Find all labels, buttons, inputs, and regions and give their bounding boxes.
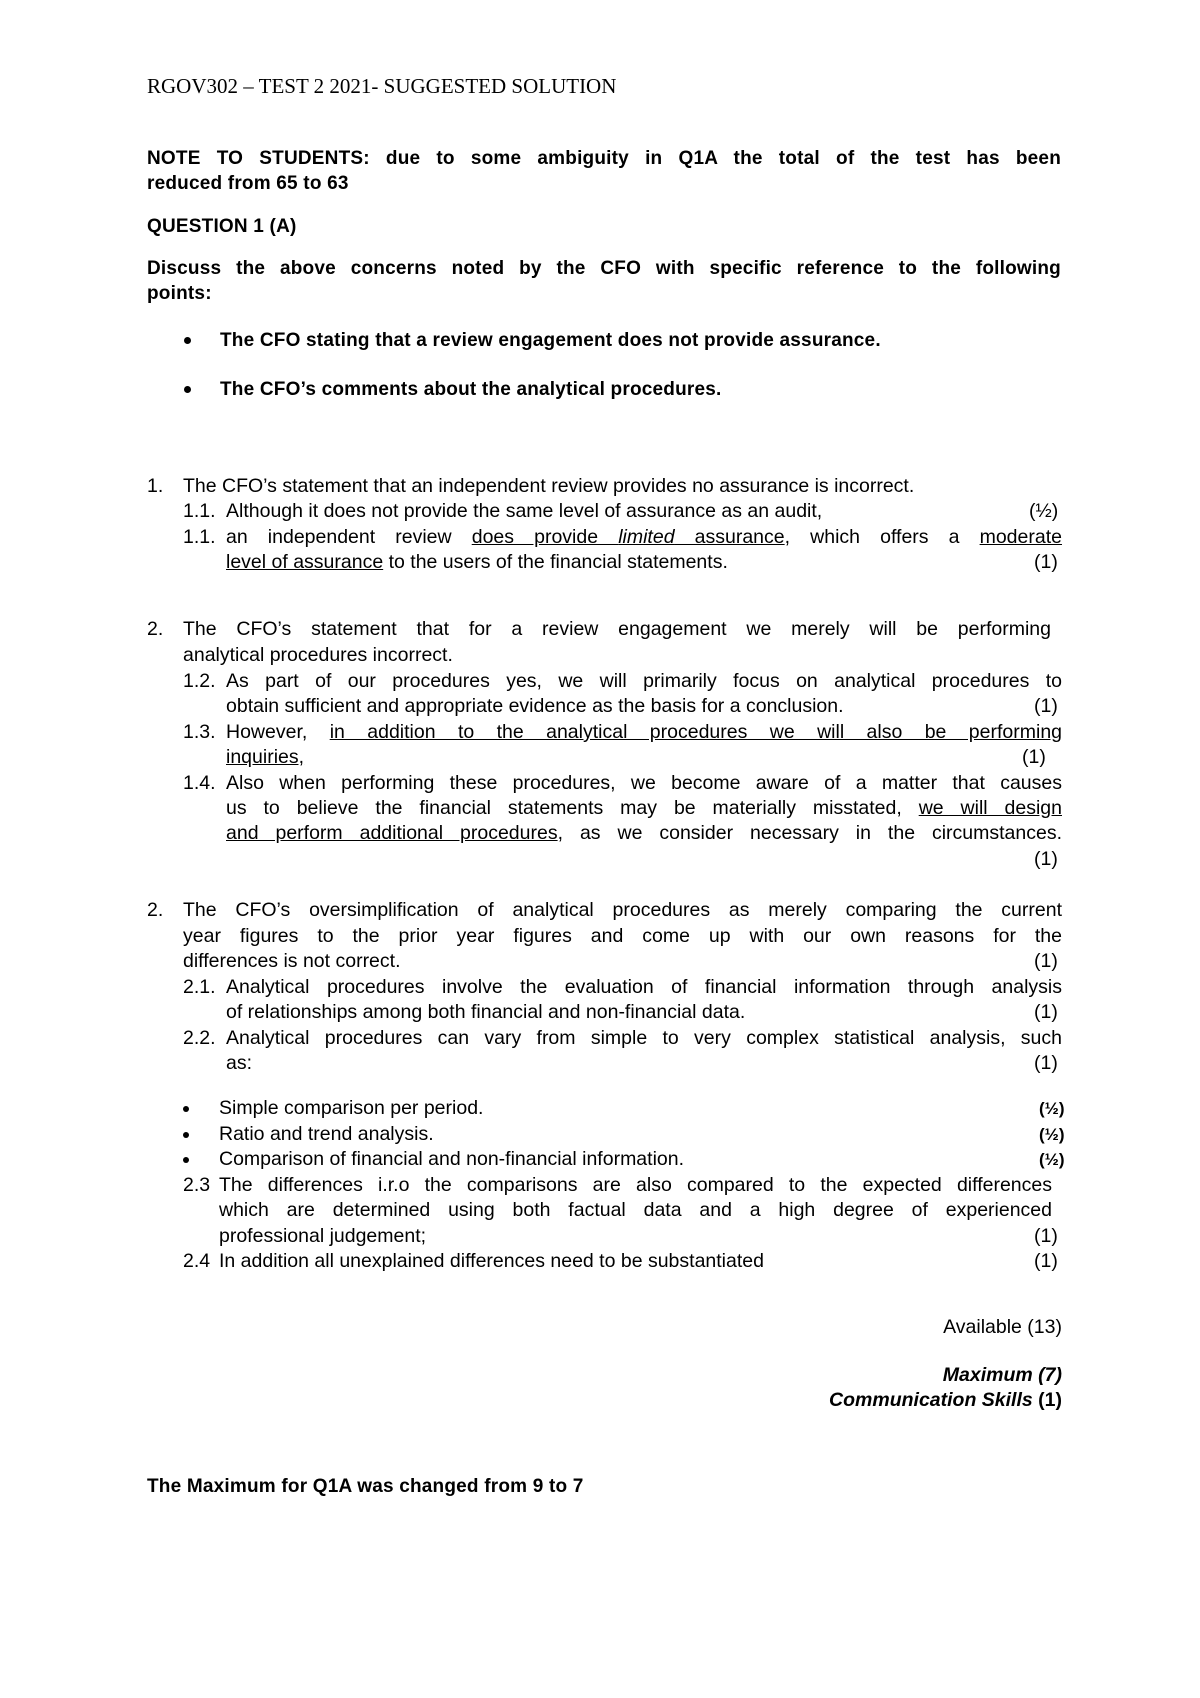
section-2-heading xyxy=(183,618,1051,642)
item-text-line xyxy=(226,797,1062,821)
bullet-text: Ratio and trend analysis. xyxy=(219,1123,434,1145)
heading-text: year figures to the prior year figures and come up with our own reasons for the xyxy=(183,925,1062,947)
note-to-students xyxy=(147,148,1061,198)
point-1: The CFO stating that a review engagement does not provide assurance. xyxy=(220,330,881,351)
item-mark: (1) xyxy=(1034,848,1058,870)
heading-line: The CFO’s statement that for a review engagement we merely will be performing xyxy=(183,618,1051,640)
heading-line xyxy=(183,899,1062,923)
note-line-1: NOTE TO STUDENTS: due to some ambiguity in Q1A the total of the test has been xyxy=(147,148,1061,169)
item-text-line xyxy=(219,1199,1052,1223)
item-text-segment: to the users of the financial statements. xyxy=(383,551,728,573)
item-number: 2.1. xyxy=(183,976,216,998)
italic-segment: limited xyxy=(618,526,675,548)
underlined-segment: does provide xyxy=(471,526,619,548)
item-text-line xyxy=(226,1027,1062,1051)
item-text-line: In addition all unexplained differences need to be substantiated xyxy=(219,1250,764,1272)
section-2-number: 2. xyxy=(147,618,164,640)
item-number: 1.2. xyxy=(183,670,216,692)
communication-mark: (1) xyxy=(1038,1389,1062,1411)
available-total: Available (13) xyxy=(943,1316,1062,1338)
item-text: Although it does not provide the same level of assurance as an audit, xyxy=(226,500,823,522)
bullet-text: Comparison of financial and non-financial information. xyxy=(219,1148,685,1170)
communication-label: Communication Skills xyxy=(829,1389,1033,1411)
item-mark: (1) xyxy=(1034,1250,1058,1272)
bullet-mark: (½) xyxy=(1039,1125,1065,1144)
item-text-segment: Analytical procedures can vary from simple to very complex statistical analysis, such xyxy=(226,1027,1062,1049)
bullet-icon xyxy=(183,1132,189,1138)
instruction-line-2: points: xyxy=(147,283,212,304)
item-number: 2.3 xyxy=(183,1174,211,1196)
item-text-line xyxy=(226,551,728,574)
item-text-segment: Also when performing these procedures, we become aware of a matter that causes xyxy=(226,772,1062,794)
item-text-line: professional judgement; xyxy=(219,1225,427,1247)
item-number: 2.4 xyxy=(183,1250,211,1272)
instruction xyxy=(147,258,1061,308)
bullet-mark: (½) xyxy=(1039,1099,1065,1118)
item-text-line xyxy=(219,1174,1052,1198)
item-text-line xyxy=(226,976,1062,1000)
item-number: 1.4. xyxy=(183,772,216,794)
bullet-icon xyxy=(183,1157,189,1163)
item-number: 1.3. xyxy=(183,721,216,743)
item-text-segment: However, xyxy=(226,721,330,743)
bullet-icon xyxy=(183,1106,189,1112)
underlined-segment: level of assurance xyxy=(226,551,384,573)
item-text-line xyxy=(226,721,1062,745)
item-text-line xyxy=(226,670,1062,694)
item-text-segment: Analytical procedures involve the evaluation of financial information through analysis xyxy=(226,976,1062,998)
item-text-segment: The differences i.r.o the comparisons are also compared to the expected differences xyxy=(219,1174,1052,1196)
item-text-segment: an independent review xyxy=(226,526,472,548)
footer-note: The Maximum for Q1A was changed from 9 to 7 xyxy=(147,1476,584,1497)
bullet-icon xyxy=(184,337,191,344)
item-mark: (1) xyxy=(1034,950,1058,972)
item-text-line: obtain sufficient and appropriate evidence as the basis for a conclusion. xyxy=(226,695,844,717)
underlined-segment: assurance xyxy=(674,526,785,548)
section-1-heading: The CFO’s statement that an independent review provides no assurance is incorrect. xyxy=(183,475,915,497)
bullet-text: Simple comparison per period. xyxy=(219,1097,484,1119)
item-text-segment: , which offers a xyxy=(784,526,980,548)
document-header: RGOV302 – TEST 2 2021- SUGGESTED SOLUTION xyxy=(147,74,617,98)
underlined-segment: we will design xyxy=(918,797,1062,819)
item-mark: (1) xyxy=(1034,1225,1058,1247)
heading-line: analytical procedures incorrect. xyxy=(183,644,453,666)
underlined-segment: in addition to the analytical procedures we will also be performing xyxy=(329,721,1063,743)
communication-skills xyxy=(829,1389,1062,1412)
item-number: 2.2. xyxy=(183,1027,216,1049)
item-number: 1.1. xyxy=(183,526,216,548)
item-text-line xyxy=(226,772,1062,796)
item-mark: (½) xyxy=(1029,500,1059,522)
item-mark: (1) xyxy=(1034,1001,1058,1023)
bullet-icon xyxy=(184,386,191,393)
item-text-line: as: xyxy=(226,1052,253,1074)
section-3-number: 2. xyxy=(147,899,164,921)
note-line-2: reduced from 65 to 63 xyxy=(147,173,349,194)
heading-text: The CFO’s oversimplification of analytical procedures as merely comparing the current xyxy=(183,899,1062,921)
point-2: The CFO’s comments about the analytical procedures. xyxy=(220,379,722,400)
underlined-text xyxy=(472,526,785,548)
heading-line: differences is not correct. xyxy=(183,950,401,972)
maximum-total: Maximum (7) xyxy=(942,1364,1062,1386)
item-text-line xyxy=(226,822,1062,846)
bullet-mark: (½) xyxy=(1039,1150,1065,1169)
item-text-line xyxy=(226,526,1062,550)
item-mark: (1) xyxy=(1034,1052,1058,1074)
question-title: QUESTION 1 (A) xyxy=(147,216,297,237)
section-1-number: 1. xyxy=(147,475,164,497)
underlined-segment: and perform additional procedures xyxy=(226,822,558,844)
underlined-segment: moderate xyxy=(979,526,1062,548)
item-text-segment: As part of our procedures yes, we will primarily focus on analytical procedures to xyxy=(226,670,1062,692)
item-text-segment: which are determined using both factual data and a high degree of experienced xyxy=(219,1199,1052,1221)
item-mark: (1) xyxy=(1034,695,1058,717)
item-text-line: of relationships among both financial and non-financial data. xyxy=(226,1001,746,1023)
item-text-segment: us to believe the financial statements may be materially misstated, xyxy=(226,797,919,819)
heading-line xyxy=(183,925,1062,949)
item-mark: (1) xyxy=(1022,746,1046,768)
underlined-segment: inquiries, xyxy=(226,746,305,768)
item-number: 1.1. xyxy=(183,500,216,522)
item-mark: (1) xyxy=(1034,551,1058,573)
instruction-line-1: Discuss the above concerns noted by the CFO with specific reference to the following xyxy=(147,258,1061,279)
item-text-segment: , as we consider necessary in the circumstances. xyxy=(557,822,1063,844)
